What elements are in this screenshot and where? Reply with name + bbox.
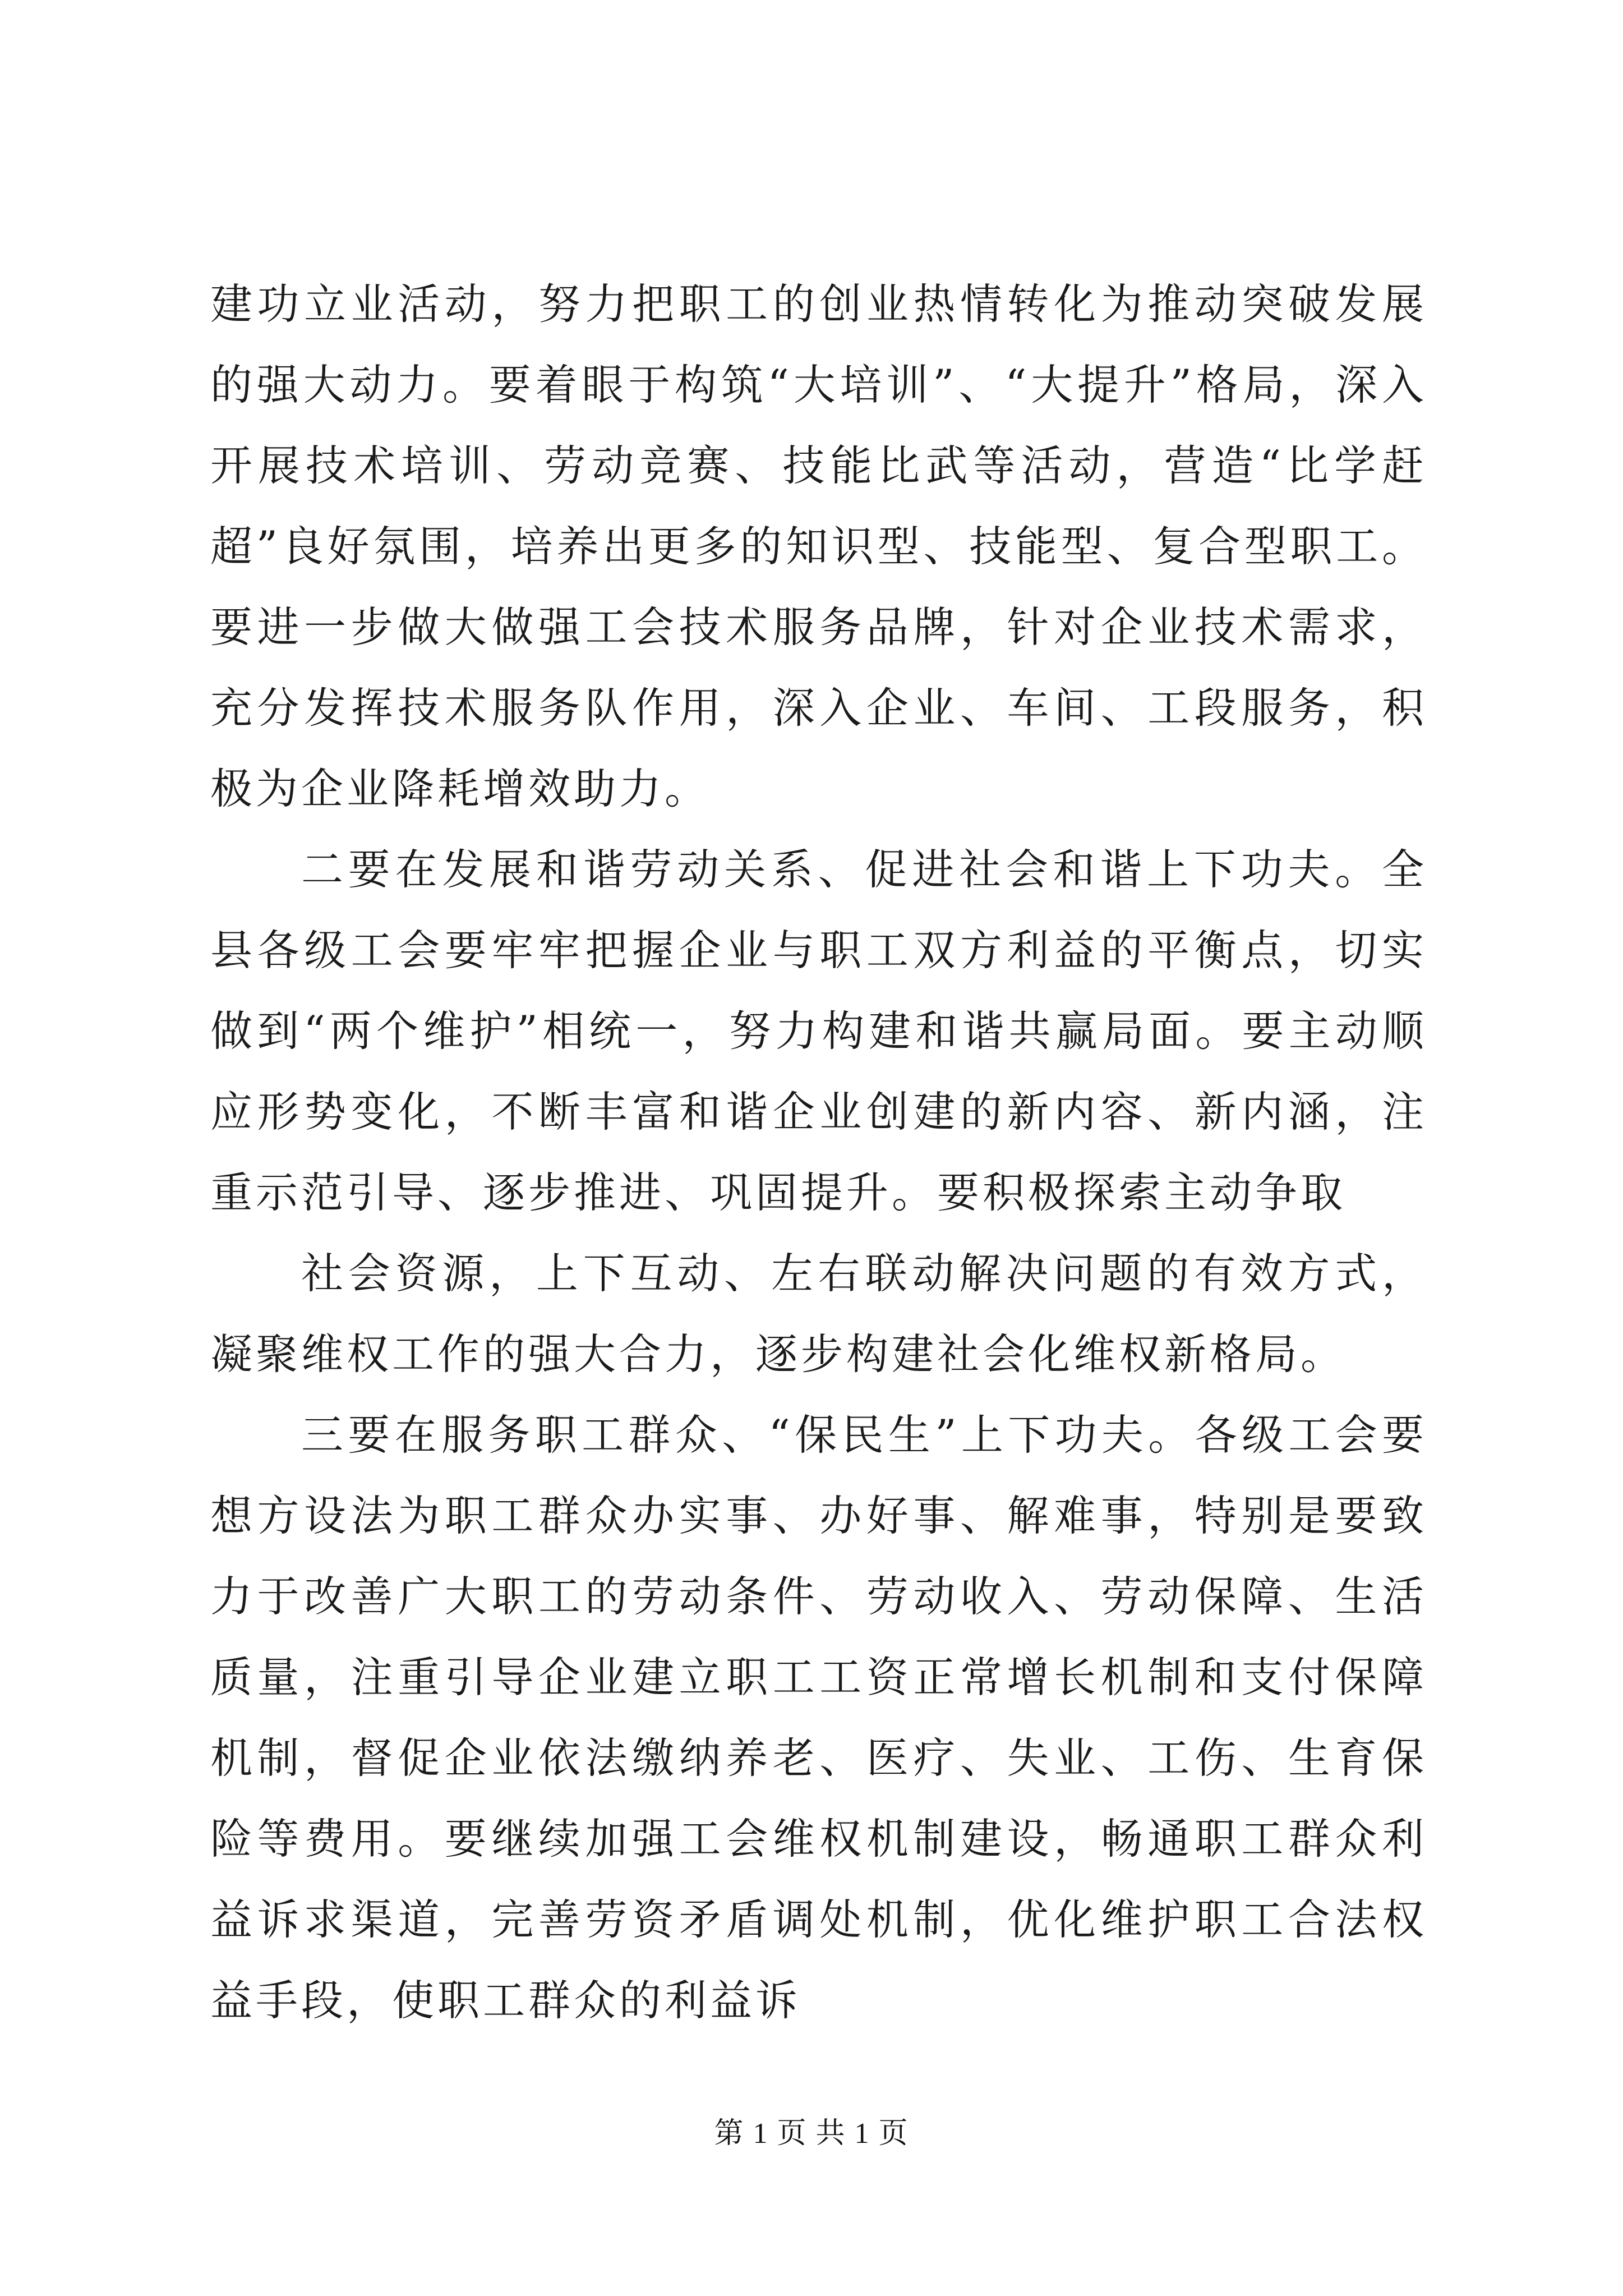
document-body: [210, 264, 1427, 2041]
page-footer: 第 1 页 共 1 页: [714, 2118, 909, 2150]
paragraph-2: 二要在发展和谐劳动关系、促进社会和谐上下功夫。全县各级工会要牢牢把握企业与职工双方利益的平衡点，切实做到“两个维护”相统一，努力构建和谐共赢局面。要主动顺应形势变化，不断丰富和谐企业创建的新内容、新内涵，注重示范引导、逐步推进、巩固提升。要积极探索主动争取: [210, 845, 1427, 1217]
paragraph-3: 社会资源，上下互动、左右联动解决问题的有效方式，凝聚维权工作的强大合力，逐步构建社会化维权新格局。: [210, 1249, 1427, 1379]
paragraph-1: 建功立业活动，努力把职工的创业热情转化为推动突破发展的强大动力。要着眼于构筑“大培训”、“大提升”格局，深入开展技术培训、劳动竞赛、技能比武等活动，营造“比学赶超”良好氛围，培养出更多的知识型、技能型、复合型职工。要进一步做大做强工会技术服务品牌，针对企业技术需求，充分发挥技术服务队作用，深入企业、车间、工段服务，积极为企业降耗增效助力。: [210, 279, 1427, 813]
paragraph-4: 三要在服务职工群众、“保民生”上下功夫。各级工会要想方设法为职工群众办实事、办好事、解难事，特别是要致力于改善广大职工的劳动条件、劳动收入、劳动保障、生活质量，注重引导企业建立职工工资正常增长机制和支付保障机制，督促企业依法缴纳养老、医疗、失业、工伤、生育保险等费用。要继续加强工会维权机制建设，畅通职工群众利益诉求渠道，完善劳资矛盾调处机制，优化维护职工合法权益手段，使职工群众的利益诉: [210, 1410, 1427, 2025]
